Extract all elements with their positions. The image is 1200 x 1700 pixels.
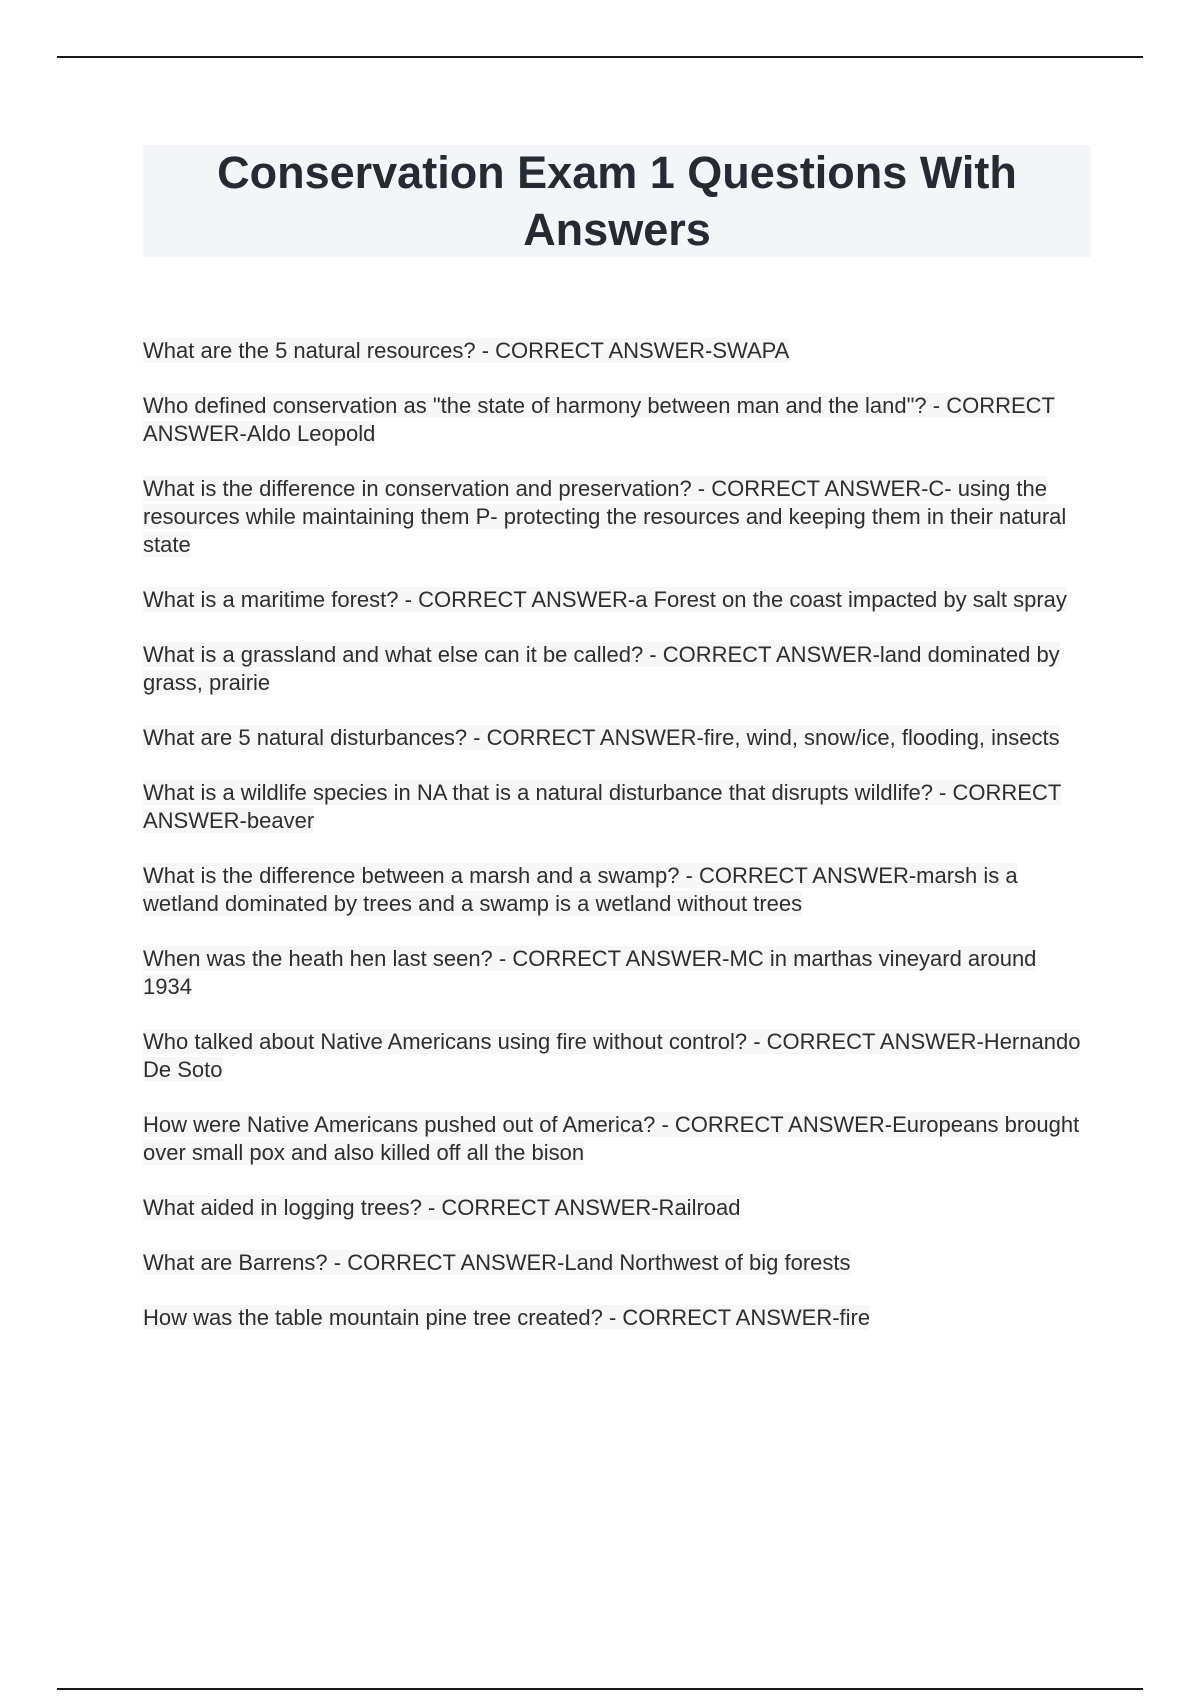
qa-text: What are the 5 natural resources? - CORRECT ANSWER-SWAPA xyxy=(143,338,790,363)
qa-text: Who defined conservation as "the state of harmony between man and the land"? - CORRECT ANSWER-Aldo Leopold xyxy=(143,393,1055,446)
qa-item xyxy=(143,862,1083,918)
qa-item xyxy=(143,1194,1083,1222)
qa-item xyxy=(143,641,1083,697)
top-rule xyxy=(57,56,1143,58)
qa-text: What is the difference between a marsh and a swamp? - CORRECT ANSWER-marsh is a wetland dominated by trees and a swamp is a wetland without trees xyxy=(143,863,1018,916)
qa-text: What is a grassland and what else can it be called? - CORRECT ANSWER-land dominated by grass, prairie xyxy=(143,642,1060,695)
qa-item xyxy=(143,1028,1083,1084)
qa-item xyxy=(143,337,1083,365)
qa-item xyxy=(143,392,1083,448)
qa-item xyxy=(143,475,1083,559)
bottom-rule xyxy=(57,1688,1143,1690)
qa-item xyxy=(143,1249,1083,1277)
qa-text: When was the heath hen last seen? - CORRECT ANSWER-MC in marthas vineyard around 1934 xyxy=(143,946,1037,999)
qa-text: What is the difference in conservation and preservation? - CORRECT ANSWER-C- using the resources while maintaining them P- protecting the resources and keeping them in their natural state xyxy=(143,476,1067,557)
qa-list xyxy=(143,337,1083,1359)
title-line-1: Conservation Exam 1 Questions With xyxy=(217,147,1017,198)
qa-item xyxy=(143,945,1083,1001)
qa-item xyxy=(143,724,1083,752)
title-banner xyxy=(143,145,1091,257)
qa-item xyxy=(143,1304,1083,1332)
qa-text: What are Barrens? - CORRECT ANSWER-Land Northwest of big forests xyxy=(143,1250,851,1275)
title-line-2: Answers xyxy=(523,204,711,255)
qa-text: How was the table mountain pine tree created? - CORRECT ANSWER-fire xyxy=(143,1305,871,1330)
qa-item xyxy=(143,586,1083,614)
qa-text: What is a wildlife species in NA that is a natural disturbance that disrupts wildlife? - CORRECT ANSWER-beaver xyxy=(143,780,1062,833)
qa-item xyxy=(143,1111,1083,1167)
qa-item xyxy=(143,779,1083,835)
document-title xyxy=(217,144,1017,258)
qa-text: Who talked about Native Americans using fire without control? - CORRECT ANSWER-Hernando De Soto xyxy=(143,1029,1081,1082)
qa-text: What aided in logging trees? - CORRECT ANSWER-Railroad xyxy=(143,1195,741,1220)
qa-text: What is a maritime forest? - CORRECT ANSWER-a Forest on the coast impacted by salt spray xyxy=(143,587,1067,612)
qa-text: What are 5 natural disturbances? - CORRECT ANSWER-fire, wind, snow/ice, flooding, insects xyxy=(143,725,1060,750)
qa-text: How were Native Americans pushed out of America? - CORRECT ANSWER-Europeans brought over small pox and also killed off all the bison xyxy=(143,1112,1080,1165)
